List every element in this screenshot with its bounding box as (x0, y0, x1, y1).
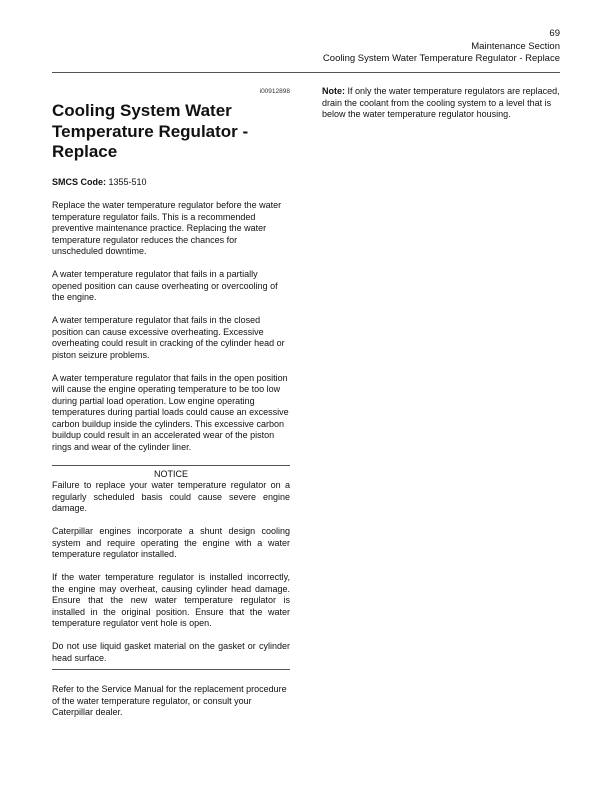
notice-box (52, 465, 290, 671)
page-number: 69 (549, 28, 560, 39)
article-title: Cooling System Water Temperature Regulator - Replace (52, 101, 249, 161)
notice-paragraph-1: Failure to replace your water temperature regulator on a regularly scheduled basis could cause severe engine damage. (52, 480, 290, 513)
body-paragraph-4: A water temperature regulator that fails in the open position will cause the engine operating temperature to be too low during partial load operation. Low engine operating temperatures during partial loads could cause an excessive carbon buildup inside the cylinders. This excessive carbon buildup could result in an accelerated wear of the piston rings and wear of the cylinder liner. (52, 372, 289, 452)
note-paragraph (322, 86, 560, 121)
document-id: i00912898 (259, 88, 290, 95)
body-paragraph-1: Replace the water temperature regulator before the water temperature regulator fails. This is a recommended preventive maintenance practice. Replacing the water temperature regulator reduces the chances for unscheduled downtime. (52, 200, 282, 256)
body-paragraph-2: A water temperature regulator that fails in a partially opened position can cause overheating or overcooling of the engine. (52, 269, 278, 302)
notice-paragraph-4: Do not use liquid gasket material on the gasket or cylinder head surface. (52, 641, 290, 663)
header-divider (52, 72, 560, 73)
page-header (323, 28, 560, 66)
closing-paragraph: Refer to the Service Manual for the replacement procedure of the water temperature regulator, or consult your Caterpillar dealer. (52, 684, 287, 717)
note-text: If only the water temperature regulators are replaced, drain the coolant from the cooling system to a level that is below the water temperature regulator housing. (322, 86, 560, 119)
smcs-label: SMCS Code: (52, 176, 106, 187)
header-subtitle: Cooling System Water Temperature Regulator - Replace (322, 53, 560, 64)
section-name: Maintenance Section (471, 40, 560, 52)
note-label: Note: (322, 86, 345, 96)
smcs-value: 1355-510 (106, 176, 147, 187)
notice-heading: NOTICE (153, 468, 188, 479)
smcs-code (52, 177, 290, 189)
right-column (322, 86, 560, 132)
notice-paragraph-3: If the water temperature regulator is installed incorrectly, the engine may overheat, causing cylinder head damage. Ensure that the new water temperature regulator is installed in the original position. Ensure that the water temperature regulator vent hole is open. (52, 572, 290, 628)
left-column (52, 88, 290, 730)
notice-paragraph-2: Caterpillar engines incorporate a shunt design cooling system and require operating the engine with a water temperature regulator installed. (52, 526, 290, 559)
body-paragraph-3: A water temperature regulator that fails in the closed position can cause excessive overheating. Excessive overheating could result in cracking of the cylinder head or piston seizure problems. (52, 315, 285, 360)
